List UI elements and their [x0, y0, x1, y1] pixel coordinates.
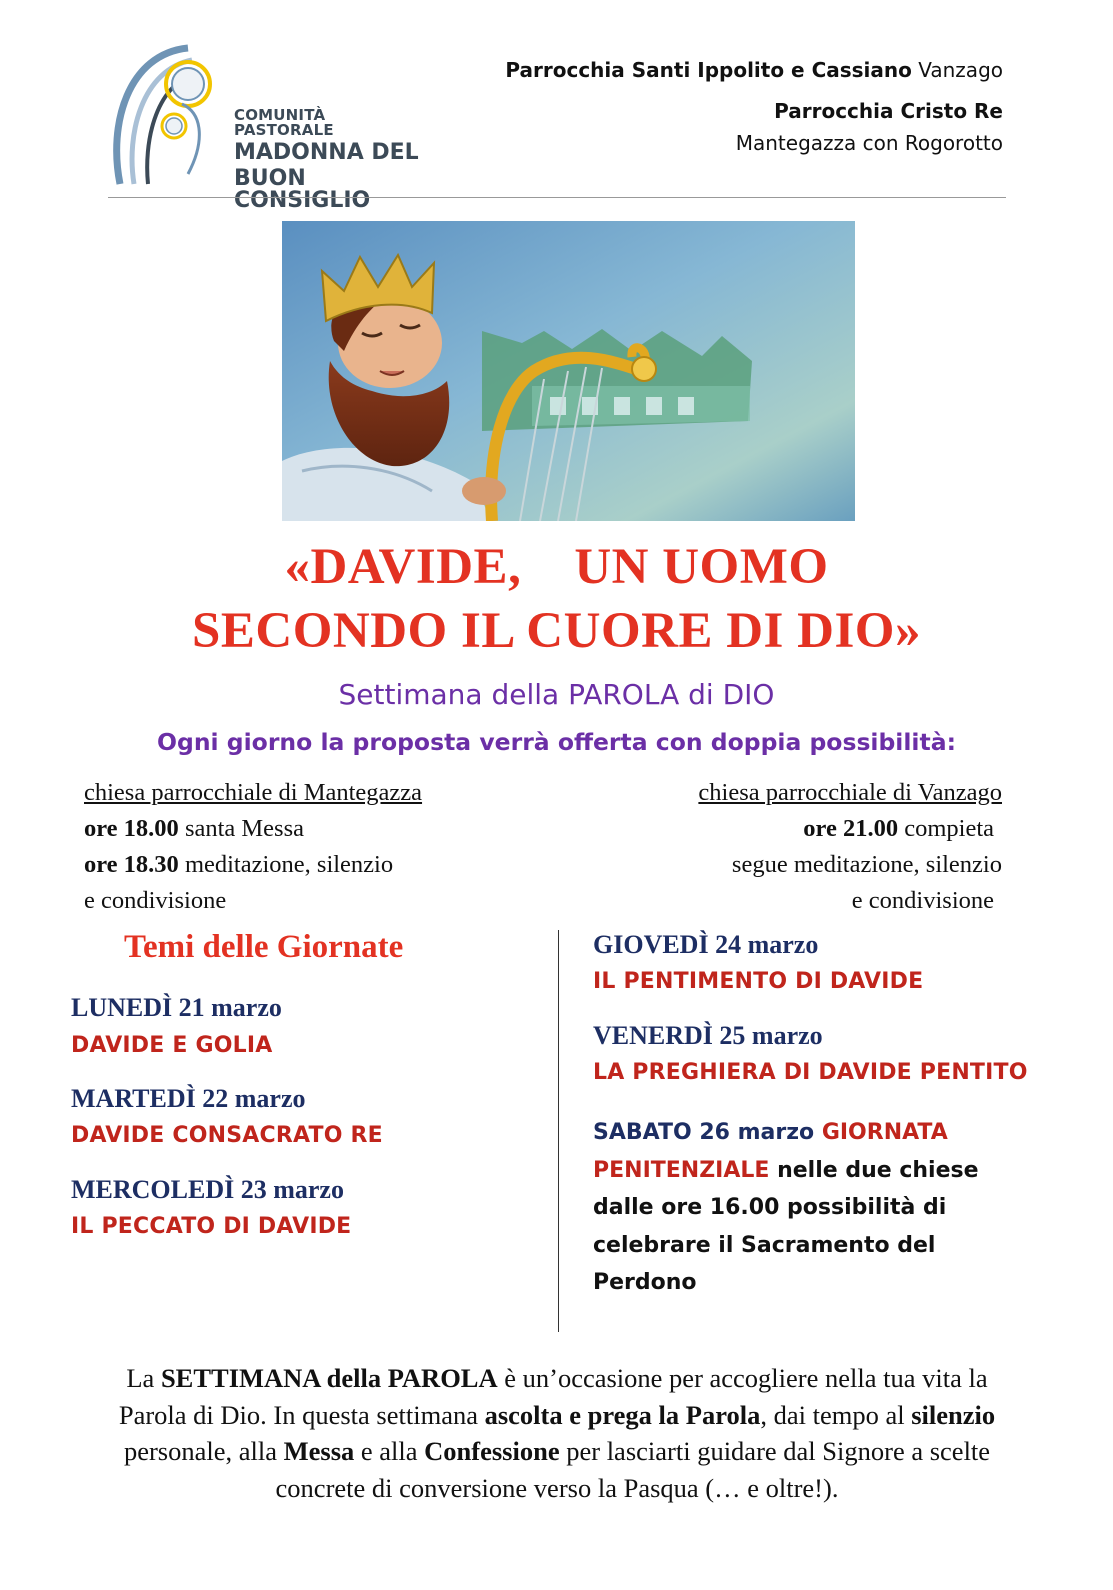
saturday-text-4: Perdono — [593, 1270, 697, 1295]
king-david-icon — [282, 221, 855, 521]
theme-saturday-a: GIORNATA — [821, 1120, 948, 1145]
vanzago-time-1: ore 21.00 — [803, 815, 899, 842]
vanzago-church-name: chiesa parrocchiale di Vanzago — [698, 779, 1002, 806]
parish-2-place: Mantegazza con Rogorotto — [735, 131, 1003, 155]
theme-friday: LA PREGHIERA DI DAVIDE PENTITO — [593, 1060, 1028, 1085]
saturday-text-2: dalle ore 16.00 possibilità di — [593, 1195, 947, 1220]
community-logo — [108, 34, 428, 213]
king-david-harp-illustration — [282, 221, 855, 521]
closing-bold-1: SETTIMANA della PAROLA — [160, 1363, 498, 1393]
closing-text-6: per lasciarti guidare dal Signore a scelte concrete di conversione verso la Pasqua (… e oltre!). — [275, 1436, 991, 1503]
mantegazza-time-2: ore 18.30 — [84, 851, 179, 878]
theme-monday: DAVIDE E GOLIA — [71, 1033, 273, 1058]
closing-text-3: , dai tempo al — [760, 1399, 912, 1430]
closing-text-4: personale, alla — [123, 1436, 284, 1466]
subtitle-week: Settimana della PAROLA di DIO — [338, 678, 775, 711]
event-title-line-1: «DAVIDE, UN UOMO — [284, 539, 829, 595]
themes-title: Temi delle Giornate — [124, 929, 404, 965]
theme-tuesday: DAVIDE CONSACRATO RE — [71, 1123, 383, 1148]
day-thursday: GIOVEDÌ 24 marzo — [593, 930, 819, 959]
mantegazza-line-4: e condivisione — [84, 887, 227, 914]
mantegazza-time-1-text: santa Messa — [184, 815, 305, 842]
parish-2-name: Parrocchia Cristo Re — [774, 99, 1003, 123]
mantegazza-church-name: chiesa parrocchiale di Mantegazza — [84, 779, 423, 806]
day-wednesday: MERCOLEDÌ 23 marzo — [71, 1175, 344, 1204]
theme-saturday-b: PENITENZIALE — [593, 1157, 770, 1183]
parish-1-place: Vanzago — [918, 58, 1003, 82]
header-divider — [108, 197, 1006, 198]
closing-paragraph — [92, 1360, 1022, 1506]
closing-text-2: è un’occasione per accogliere nella tua vita la Parola di Dio. In questa settimana — [118, 1363, 988, 1430]
parish-1-name: Parrocchia Santi Ippolito e Cassiano — [505, 58, 912, 82]
mantegazza-time-1: ore 18.00 — [84, 815, 179, 842]
closing-text-5: e alla — [354, 1436, 425, 1466]
column-divider — [558, 930, 559, 1332]
vanzago-schedule — [698, 775, 1002, 919]
subtitle-daily-proposal: Ogni giorno la proposta verrà offerta con doppia possibilità: — [157, 728, 956, 756]
mantegazza-schedule — [84, 775, 422, 919]
day-tuesday: MARTEDÌ 22 marzo — [71, 1084, 306, 1113]
mantegazza-time-2-text: meditazione, silenzio — [184, 851, 394, 878]
closing-text-1: La — [126, 1363, 161, 1393]
saturday-text-1: nelle due chiese — [777, 1157, 979, 1183]
closing-bold-3: silenzio — [911, 1399, 996, 1430]
event-title-line-2: SECONDO IL CUORE DI DIO» — [192, 603, 921, 659]
theme-thursday: IL PENTIMENTO DI DAVIDE — [593, 969, 924, 994]
vanzago-line-3: segue meditazione, silenzio — [731, 851, 1002, 878]
day-saturday: SABATO 26 marzo — [593, 1120, 815, 1145]
day-friday: VENERDÌ 25 marzo — [593, 1021, 823, 1050]
logo-line-3: BUON CONSIGLIO — [234, 166, 371, 213]
logo-line-2: MADONNA DEL — [234, 140, 419, 165]
theme-wednesday: IL PECCATO DI DAVIDE — [71, 1214, 352, 1239]
vanzago-time-1-text: compieta — [904, 815, 994, 842]
closing-bold-2: ascolta e prega la Parola — [484, 1399, 761, 1430]
vanzago-line-4: e condivisione — [851, 887, 994, 914]
logo-line-1: COMUNITÀ PASTORALE — [234, 106, 334, 139]
closing-bold-4: Messa — [283, 1436, 355, 1466]
day-monday: LUNEDÌ 21 marzo — [71, 993, 282, 1022]
saturday-text-3: celebrare il Sacramento del — [593, 1232, 936, 1258]
closing-bold-5: Confessione — [424, 1436, 560, 1466]
saturday-block — [593, 1114, 979, 1302]
parish-1 — [505, 58, 1003, 82]
